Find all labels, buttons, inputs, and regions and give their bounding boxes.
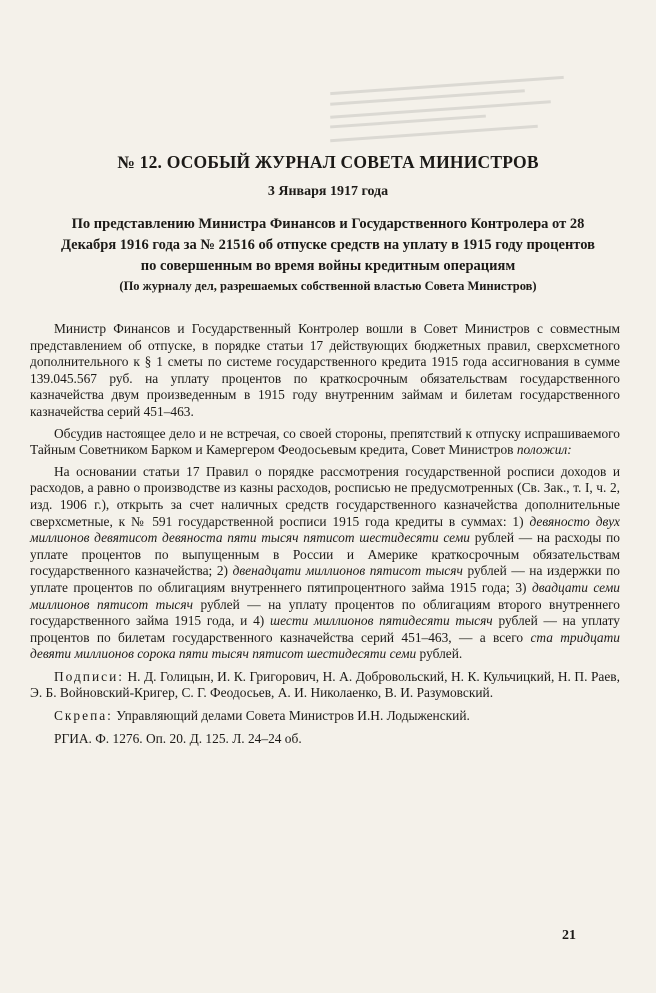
p3-i5: ста тридцати девяти миллионов сорока пяти тысяч пятисот шестидесяти семи [30, 629, 620, 662]
signatures-block [30, 669, 620, 725]
p3-t5: рублей — на уплату процентов по билетам государственного казначейства серий 451–463, — а всего [30, 613, 620, 645]
p3-t1: На основании статьи 17 Правил о порядке рассмотрения государственной росписи доходов и расходов, а равно о производстве из казны расходов, росписью не предусмотренных (Св. Зак., т. I, ч. 2, изд. 1906 г.), открыть за счет наличных средств государственного казначейства дополнительные сверхсметные, к № 591 государственной росписи 1915 года кредиты в суммах: 1) [30, 463, 620, 529]
document-date: 3 Января 1917 года [267, 184, 389, 199]
document-body [30, 321, 620, 747]
paragraph-2-italic: положил: [516, 442, 572, 458]
skrepa-label: Скрепа: [54, 708, 113, 724]
paragraph-1: Министр Финансов и Государственный Контролер вошли в Совет Министров с совместным представлением об отпуске, в порядке статьи 17 действующих бюджетных правил, сверхсметного дополнительного к § 1 сметы по системе государственного кредита 1915 года ассигнования в сумме 139.045.567 руб. на уплату процентов по краткосрочным обязательствам государственного казначейства двум произведенным в 1915 году внутренним займам и билетам государственного казначейства серий 451–463. [30, 321, 620, 419]
signatures-label: Подписи: [54, 668, 124, 684]
signatures-names: Н. Д. Голицын, И. К. Григорович, Н. А. Добровольский, Н. К. Кульчицкий, Н. П. Раев, Э. Б. Войновский-Кригер, С. Г. Феодосьев, А. И. Николаенко, В. И. Разумовский. [30, 668, 620, 701]
paragraph-2-text: Обсудив настоящее дело и не встречая, со своей стороны, препятствий к отпуску испрашиваемого Тайным Советником Барком и Камергером Феодосьевым кредита, Совет Министров [30, 425, 620, 458]
p3-i1: девяносто двух миллионов девятисот девяноста пяти тысяч пятисот шестидесяти семи [30, 513, 620, 546]
document-subtitle: По представлению Министра Финансов и Государственного Контролера от 28 Декабря 1916 года за № 21516 об отпуске средств на уплату в 1915 году процентов по совершенным во время войны кредитным операциям [61, 216, 595, 274]
p3-t2: рублей — на расходы по уплате процентов по выпущенным в России и Америке краткосрочным обязательствам государственного казначейства; 2) [30, 530, 620, 579]
paragraph-2 [30, 426, 620, 459]
p3-i3: двадцати семи миллионов пятисот тысяч [30, 579, 620, 612]
paragraph-3 [30, 464, 620, 663]
p3-t3: рублей — на издержки по уплате процентов по облигациям внутреннего пятипроцентного займа 1915 года; 3) [30, 563, 621, 595]
p3-i4: шести миллионов пятидесяти тысяч [270, 613, 493, 629]
document-title: № 12. ОСОБЫЙ ЖУРНАЛ СОВЕТА МИНИСТРОВ [117, 152, 539, 172]
skrepa-text: Управляющий делами Совета Министров И.Н. Лодыженский. [116, 708, 470, 724]
p3-t4: рублей — на уплату процентов по облигациям второго внутреннего государственного займа 1915 года, и 4) [30, 596, 620, 629]
page-number: 21 [562, 928, 576, 943]
p3-i2: двенадцати миллионов пятисот тысяч [232, 563, 463, 579]
skrepa [30, 708, 620, 725]
signatures [30, 669, 620, 702]
archive-reference: РГИА. Ф. 1276. Оп. 20. Д. 125. Л. 24–24 об. [54, 730, 302, 746]
source-note: (По журналу дел, разрешаемых собственной властью Совета Министров) [119, 279, 537, 293]
p3-t6: рублей. [416, 646, 463, 662]
